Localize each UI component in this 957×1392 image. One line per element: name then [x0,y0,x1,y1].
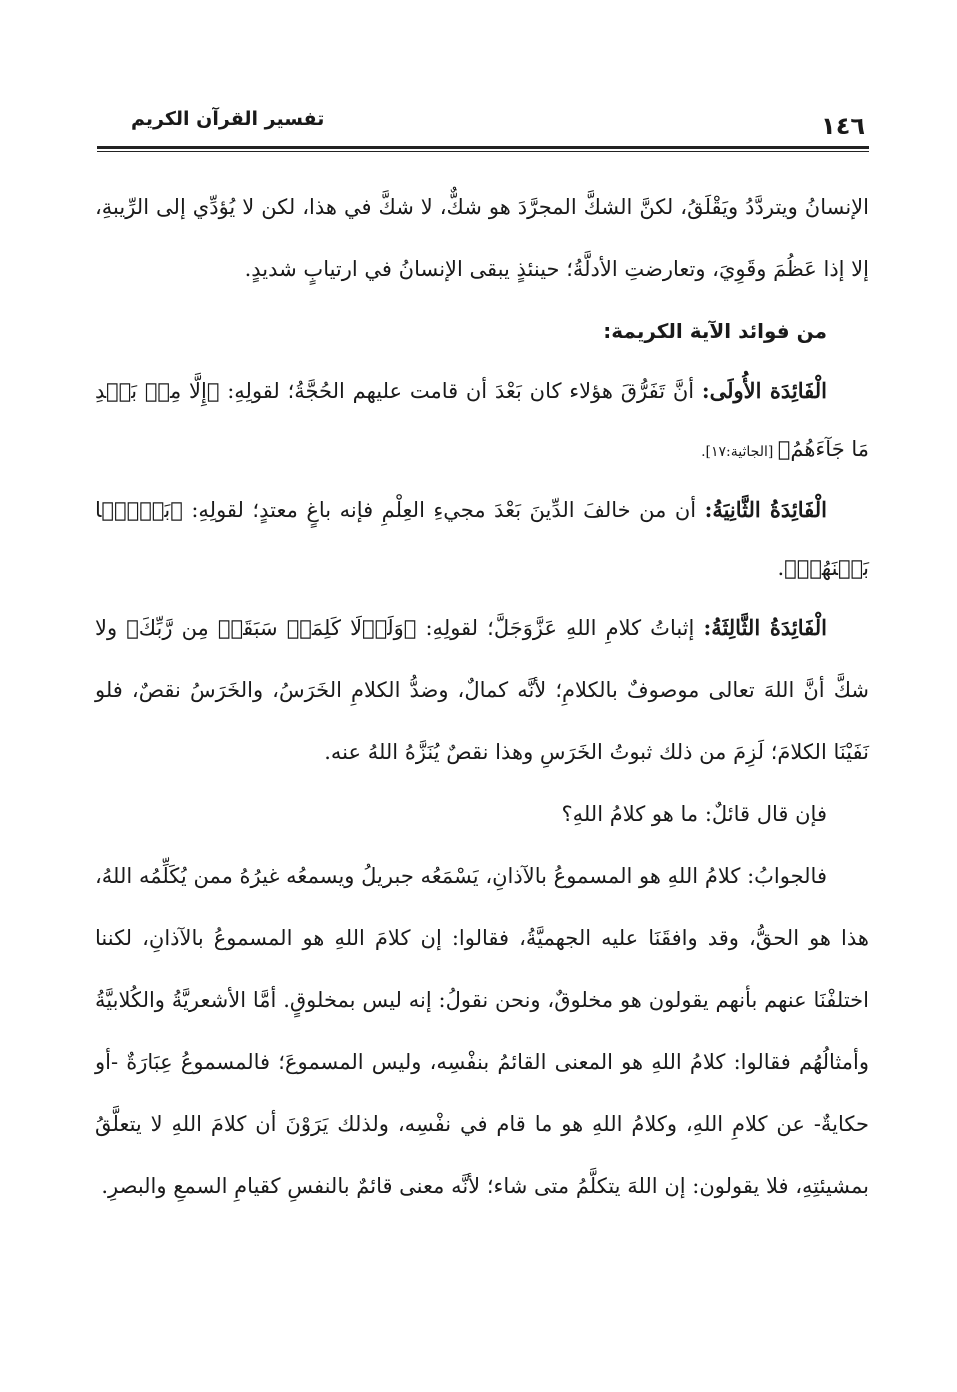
benefit-3-quran: ﴿وَلَوۡلَا كَلِمَةٞ سَبَقَتۡ مِن رَّبِّكَ﴾ [126,616,417,640]
page-header [97,108,865,148]
page-body [95,176,869,1217]
page-number: ١٤٦ [821,112,865,140]
paragraph-doubt: الإنسانُ ويتردَّدُ ويَقْلَقُ، لكنَّ الشكَّ المجرَّدَ هو شكٌّ، لا شكَّ في هذا، لكن لا يُؤدِّي إلى الرِّيبةِ، إلا إذا عَظُمَ وقَوِيَ، وتعارضتِ الأدلَّةُ؛ حينئذٍ يبقى الإنسانُ في ارتيابٍ شديدٍ. [95,195,869,281]
benefit-2-end: . [777,556,785,580]
benefit-1-ref: [الجاثية:١٧]. [701,444,778,460]
benefit-3-term: الْفَائِدَةُ الثَّالِثَةُ: [703,615,827,640]
benefit-2-term: الْفَائِدَةُ الثَّانِيَةُ: [704,497,827,522]
question: فإن قال قائلٌ: ما هو كلامُ اللهِ؟ [561,802,827,826]
benefit-2-text: أن من خالفَ الدِّينَ بَعْدَ مجيءِ العِلْمِ فإنه باغٍ معتدٍ؛ لقولِهِ: [182,498,705,522]
benefit-3 [95,597,869,783]
benefit-2 [95,481,869,597]
section-heading: من فوائد الآية الكريمة: [603,319,827,343]
benefit-3-text-1: إثباتُ كلامِ اللهِ عَزَّوَجَلَّ؛ لقولِهِ: [416,616,704,640]
benefit-1-quran: ﴿إِلَّا مِنۢ بَعۡدِ مَا جَآءَهُمُ﴾ [95,379,869,461]
benefit-1 [95,362,869,481]
running-title: تفسير القرآن الكريم [131,108,325,130]
benefit-1-text: أنَّ تَفَرُّقَ هؤلاء كان بَعْدَ أن قامت عليهم الحُجَّةُ؛ لقولِهِ: [219,379,702,403]
benefit-3-text-2: ولا شكَّ أنَّ اللهَ تعالى موصوفٌ بالكلامِ؛ لأنَّه كمالٌ، وضدُّ الكلامِ الخَرَسُ، والخَرَسُ نقصٌ، فلو نَفَيْنَا الكلامَ؛ لَزِمَ من ذلك ثبوتُ الخَرَسِ وهذا نقصٌ يُنَزَّهُ اللهُ عنه. [95,616,869,764]
answer: فالجوابُ: كلامُ اللهِ هو المسموعُ بالآذانِ، يَسْمَعُه جبريلُ ويسمعُه غيرُهُ ممن يُكَلِّمُه اللهُ، هذا هو الحقُّ، وقد وافقَنَا عليه الجهميَّةُ، فقالوا: إن كلامَ اللهِ هو المسموعُ بالآذانِ، لكننا اختلفْنَا عنهم بأنهم يقولون هو مخلوقٌ، ونحن نقولُ: إنه ليس بمخلوقٍ. أمَّا الأشعريَّةُ والكُلابيَّةُ وأمثالُهُم فقالوا: كلامُ اللهِ هو المعنى القائمُ بنفْسِه، وليس المسموعَ؛ فالمسموعُ عِبَارَةٌ -أو حكايةٌ- عن كلامِ اللهِ، وكلامُ اللهِ هو ما قام في نفْسِه، ولذلك يَرَوْنَ أن كلامَ اللهِ لا يتعلَّقُ بمشيئتِهِ، فلا يقولون: إن اللهَ يتكلَّمُ متى شاء؛ لأنَّه معنى قائمٌ بالنفسِ كقيامِ السمعِ والبصرِ. [95,864,869,1198]
benefit-2-quran: ﴿بَغۡيَۢا بَيۡنَهُمۡ﴾ [95,498,869,580]
header-rule [97,146,869,149]
header-rule-thin [97,151,869,152]
benefit-1-term: الْفَائِدَة الأُولَى: [701,378,827,403]
